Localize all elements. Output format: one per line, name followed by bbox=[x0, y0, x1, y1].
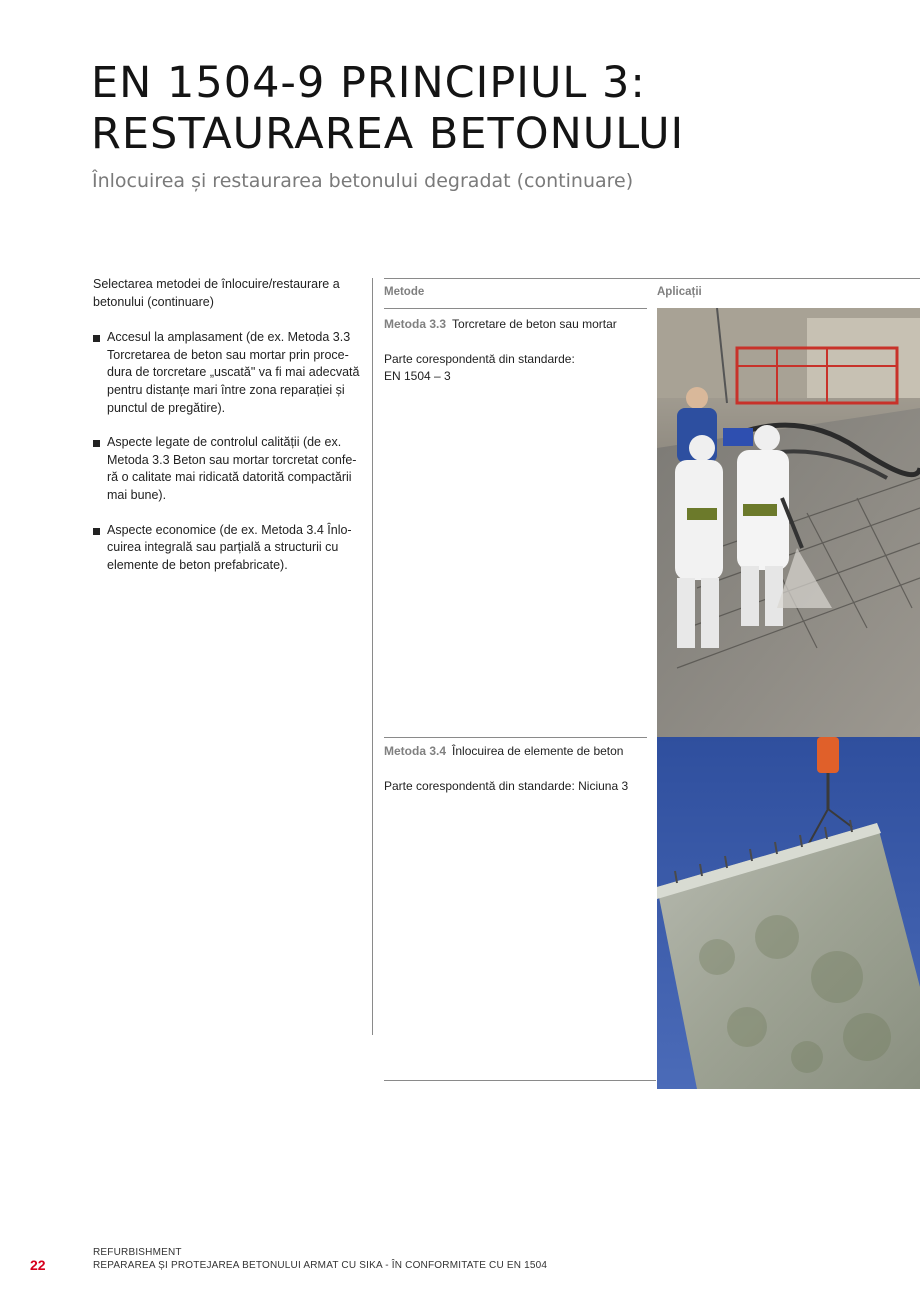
standard-text: Parte corespondentă din standarde: Niciuna 3 bbox=[384, 778, 629, 793]
column-header-applications: Aplicații bbox=[657, 286, 702, 298]
square-bullet-icon bbox=[93, 528, 100, 535]
table-bottom-rule bbox=[384, 1080, 656, 1081]
shotcrete-photo-illustration bbox=[657, 308, 920, 737]
method-3-4-cell bbox=[384, 743, 646, 795]
bullet-text: Aspecte economice (de ex. Metoda 3.4 Înlo-cuirea integrală sau parțială a structurii cu elemente de beton prefabricate). bbox=[107, 522, 352, 572]
photo-shotcrete-workers bbox=[657, 308, 920, 737]
page-number: 22 bbox=[30, 1257, 46, 1273]
bullet-text: Accesul la amplasament (de ex. Metoda 3.3 Torcretarea de beton sau mortar prin proce-dura de torcretare „uscată" va fi mai adecvată pentru distanțe mari între zona reparației și punctul de pregătire). bbox=[107, 330, 360, 415]
method-name: Înlocuirea de elemente de beton bbox=[452, 744, 624, 758]
square-bullet-icon bbox=[93, 440, 100, 447]
page-title bbox=[91, 58, 891, 160]
header-rule bbox=[384, 308, 647, 309]
list-item bbox=[93, 329, 365, 417]
footer-text bbox=[93, 1246, 547, 1272]
photo-precast-element bbox=[657, 737, 920, 1089]
page-subtitle: Înlocuirea și restaurarea betonului degradat (continuare) bbox=[92, 170, 634, 192]
title-line-2: RESTAURAREA BETONULUI bbox=[91, 109, 685, 159]
bullet-text: Aspecte legate de controlul calității (de ex. Metoda 3.3 Beton sau mortar torcretat confe-ră o calitate mai ridicată datorită compactării mai bune). bbox=[107, 435, 357, 502]
title-line-1: EN 1504-9 PRINCIPIUL 3: bbox=[91, 58, 646, 108]
list-item bbox=[93, 522, 365, 575]
method-name: Torcretare de beton sau mortar bbox=[452, 317, 617, 331]
intro-heading: Selectarea metodei de înlocuire/restaurare a betonului (continuare) bbox=[93, 277, 340, 309]
column-divider bbox=[372, 278, 373, 1035]
method-label: Metoda 3.4 bbox=[384, 744, 447, 758]
method-label: Metoda 3.3 bbox=[384, 317, 447, 331]
table-top-rule bbox=[384, 278, 920, 279]
method-3-3-cell bbox=[384, 316, 646, 386]
standard-value: EN 1504 – 3 bbox=[384, 369, 451, 383]
intro-column bbox=[93, 276, 365, 591]
intro-bullet-list bbox=[93, 329, 365, 574]
list-item bbox=[93, 434, 365, 504]
footer-line-1: REFURBISHMENT bbox=[93, 1247, 182, 1258]
column-header-methods: Metode bbox=[384, 286, 425, 298]
footer-line-2: REPARAREA ȘI PROTEJAREA BETONULUI ARMAT CU SIKA - ÎN CONFORMITATE CU EN 1504 bbox=[93, 1260, 548, 1271]
square-bullet-icon bbox=[93, 335, 100, 342]
standard-label: Parte corespondentă din standarde: bbox=[384, 351, 575, 366]
precast-photo-illustration bbox=[657, 737, 920, 1089]
row-divider-rule bbox=[384, 737, 647, 738]
